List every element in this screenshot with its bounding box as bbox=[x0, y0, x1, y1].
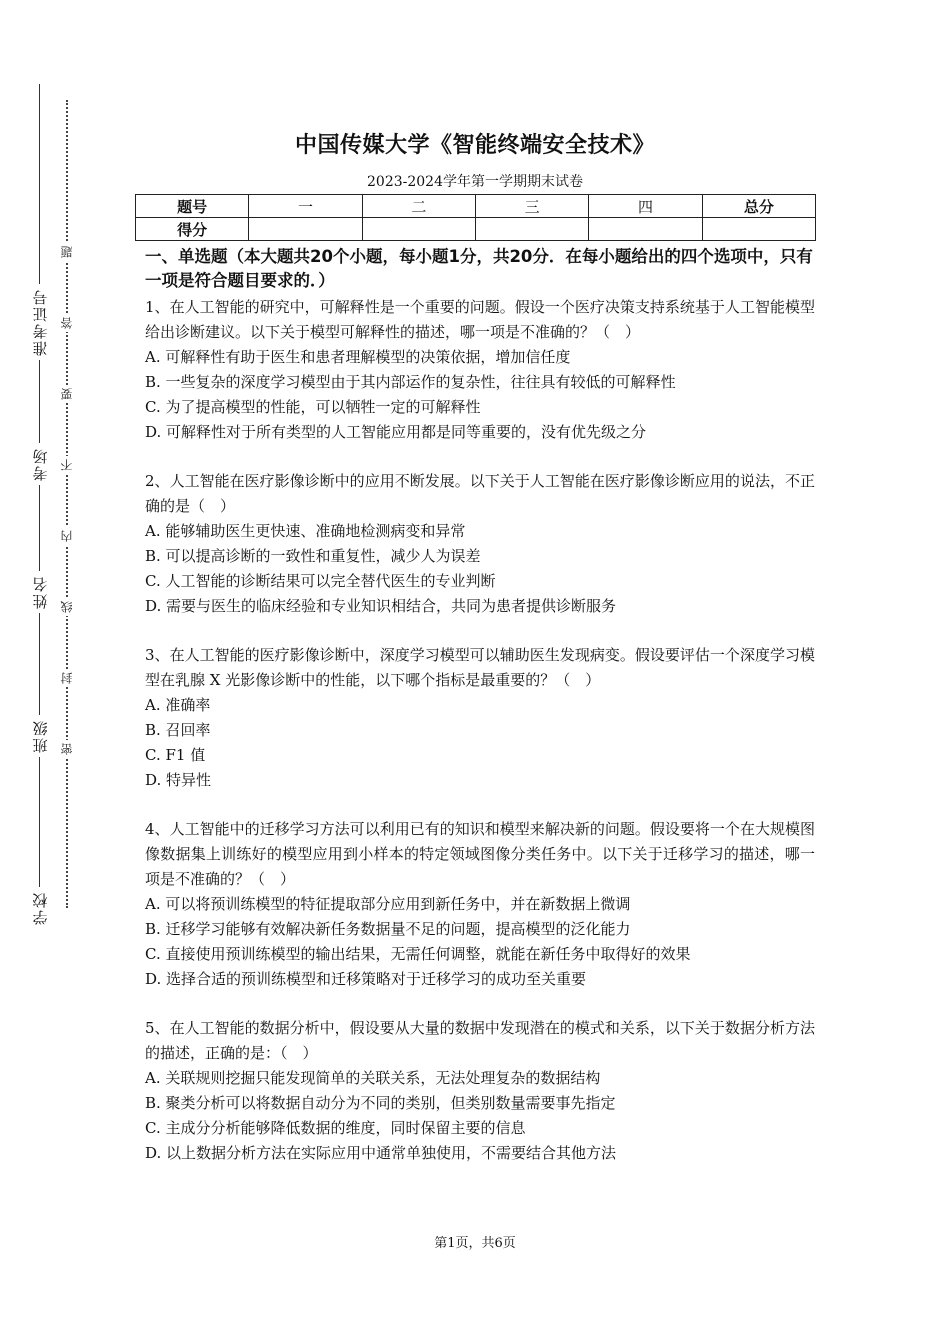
question-4 bbox=[145, 817, 815, 992]
bind-mark: 线 bbox=[58, 598, 76, 616]
bind-field-school: 学校 bbox=[20, 884, 60, 929]
score-table bbox=[135, 194, 816, 241]
score-cell: 四 bbox=[589, 195, 702, 218]
score-cell: 得分 bbox=[136, 218, 249, 241]
question-stem: 1、在人工智能的研究中，可解释性是一个重要的问题。假设一个医疗决策支持系统基于人工智能模型给出诊断建议。以下关于模型可解释性的描述，哪一项是不准确的？（ ） bbox=[145, 298, 815, 341]
score-cell bbox=[362, 218, 475, 241]
question-option: D. 特异性 bbox=[145, 771, 212, 789]
bind-mark: 封 bbox=[58, 669, 76, 687]
question-option: C. F1 值 bbox=[145, 746, 206, 764]
question-option: A. 可解释性有助于医生和患者理解模型的决策依据，增加信任度 bbox=[145, 348, 571, 366]
question-option: B. 可以提高诊断的一致性和重复性，减少人为误差 bbox=[145, 547, 481, 565]
question-stem: 2、人工智能在医疗影像诊断中的应用不断发展。以下关于人工智能在医疗影像诊断应用的说法，不正确的是（ ） bbox=[145, 472, 815, 515]
question-option: B. 召回率 bbox=[145, 721, 211, 739]
question-option: D. 可解释性对于所有类型的人工智能应用都是同等重要的，没有优先级之分 bbox=[145, 423, 647, 441]
question-option: D. 以上数据分析方法在实际应用中通常单独使用，不需要结合其他方法 bbox=[145, 1144, 617, 1162]
page-number: 第1页，共6页 bbox=[434, 1236, 516, 1251]
score-table-score-row bbox=[136, 218, 816, 241]
binding-dotted-line bbox=[66, 100, 68, 908]
section-heading: 一、单选题（本大题共20个小题，每小题1分，共20分．在每小题给出的四个选项中，只有一项是符合题目要求的．） bbox=[145, 247, 813, 290]
bind-field-class: 班级 bbox=[20, 712, 60, 757]
question-option: B. 聚类分析可以将数据自动分为不同的类别，但类别数量需要事先指定 bbox=[145, 1094, 616, 1112]
question-option: B. 一些复杂的深度学习模型由于其内部运作的复杂性，往往具有较低的可解释性 bbox=[145, 373, 676, 391]
binding-solid-line bbox=[39, 84, 40, 914]
bind-mark: 不 bbox=[58, 456, 76, 474]
question-option: A. 准确率 bbox=[145, 696, 211, 714]
score-table-header-row bbox=[136, 195, 816, 218]
question-option: C. 为了提高模型的性能，可以牺牲一定的可解释性 bbox=[145, 398, 481, 416]
question-2 bbox=[145, 469, 815, 619]
score-cell: 三 bbox=[475, 195, 588, 218]
score-cell bbox=[702, 218, 815, 241]
question-stem: 5、在人工智能的数据分析中，假设要从大量的数据中发现潜在的模式和关系，以下关于数据分析方法的描述，正确的是：（ ） bbox=[145, 1019, 815, 1062]
exam-title: 中国传媒大学《智能终端安全技术》 bbox=[294, 133, 655, 158]
score-cell: 一 bbox=[249, 195, 362, 218]
bind-field-name: 姓名 bbox=[20, 568, 60, 613]
score-cell bbox=[589, 218, 702, 241]
question-5 bbox=[145, 1016, 815, 1166]
question-stem: 4、人工智能中的迁移学习方法可以利用已有的知识和模型来解决新的问题。假设要将一个在大规模图像数据集上训练好的模型应用到小样本的特定领域图像分类任务中。以下关于迁移学习的描述，哪一项是不准确的？（ ） bbox=[145, 820, 815, 888]
exam-content bbox=[145, 245, 815, 1190]
bind-mark: 密 bbox=[58, 740, 76, 758]
bind-field-exam-room: 考场 bbox=[20, 440, 60, 485]
exam-subtitle: 2023-2024学年第一学期期末试卷 bbox=[367, 174, 583, 190]
question-option: A. 可以将预训练模型的特征提取部分应用到新任务中，并在新数据上微调 bbox=[145, 895, 631, 913]
score-cell: 二 bbox=[362, 195, 475, 218]
question-stem: 3、在人工智能的医疗影像诊断中，深度学习模型可以辅助医生发现病变。假设要评估一个深度学习模型在乳腺 X 光影像诊断中的性能，以下哪个指标是最重要的？（ ） bbox=[145, 646, 815, 689]
question-1 bbox=[145, 295, 815, 445]
question-option: B. 迁移学习能够有效解决新任务数据量不足的问题，提高模型的泛化能力 bbox=[145, 920, 631, 938]
question-option: D. 选择合适的预训练模型和迁移策略对于迁移学习的成功至关重要 bbox=[145, 970, 587, 988]
bind-mark: 题 bbox=[58, 243, 76, 261]
bind-mark: 答 bbox=[58, 314, 76, 332]
question-option: C. 主成分分析能够降低数据的维度，同时保留主要的信息 bbox=[145, 1119, 526, 1137]
score-cell bbox=[475, 218, 588, 241]
question-option: C. 直接使用预训练模型的输出结果，无需任何调整，就能在新任务中取得好的效果 bbox=[145, 945, 691, 963]
score-cell: 总分 bbox=[702, 195, 815, 218]
score-cell bbox=[249, 218, 362, 241]
bind-field-exam-number: 准考证号 bbox=[20, 250, 60, 360]
bind-mark: 要 bbox=[58, 385, 76, 403]
question-option: C. 人工智能的诊断结果可以完全替代医生的专业判断 bbox=[145, 572, 496, 590]
question-option: A. 关联规则挖掘只能发现简单的关联关系，无法处理复杂的数据结构 bbox=[145, 1069, 601, 1087]
question-3 bbox=[145, 643, 815, 793]
question-option: A. 能够辅助医生更快速、准确地检测病变和异常 bbox=[145, 522, 466, 540]
score-cell: 题号 bbox=[136, 195, 249, 218]
question-option: D. 需要与医生的临床经验和专业知识相结合，共同为患者提供诊断服务 bbox=[145, 597, 617, 615]
bind-mark: 内 bbox=[58, 527, 76, 545]
